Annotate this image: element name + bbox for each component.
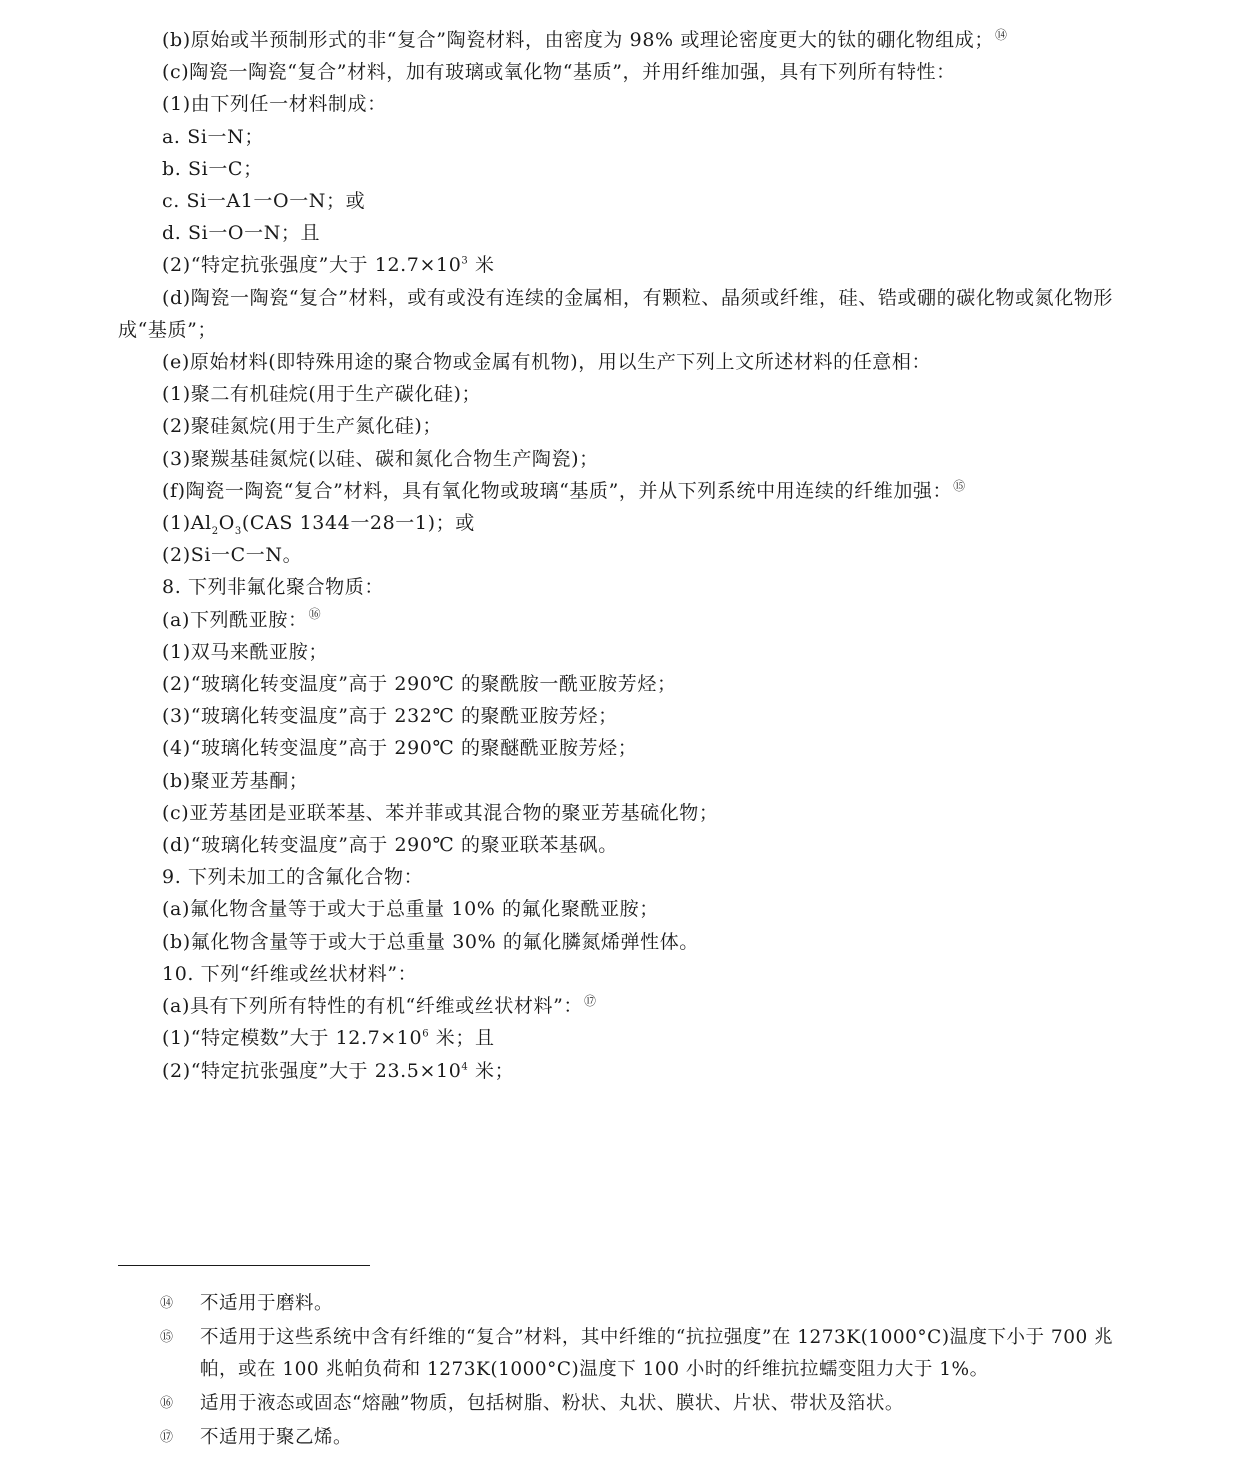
text-line (118, 24, 1130, 56)
text-line: (c)陶瓷一陶瓷“复合”材料，加有玻璃或氧化物“基质”，并用纤维加强，具有下列所有特性： (162, 61, 956, 84)
text-line (118, 990, 1130, 1022)
footnote-mark: ⑯ (160, 1396, 174, 1411)
text-line (118, 1022, 1130, 1054)
footnote-text: 适用于液态或固态“熔融”物质，包括树脂、粉状、丸状、膜状、片状、带状及箔状。 (200, 1393, 904, 1414)
footnote-ref-17[interactable]: ⑰ (583, 993, 597, 1008)
footnote-mark: ⑰ (160, 1430, 174, 1445)
line-text: (2)“特定抗张强度”大于 12.7×10 (162, 254, 462, 277)
footnote-text: 不适用于聚乙烯。 (200, 1427, 353, 1448)
footnote-mark: ⑮ (160, 1330, 174, 1345)
text-line: (a)氟化物含量等于或大于总重量 10% 的氟化聚酰亚胺； (162, 898, 659, 921)
text-line: (b)聚亚芳基酮； (162, 769, 309, 792)
text-line: (1)由下列任一材料制成： (162, 93, 387, 116)
text-line: b. Si一C； (162, 157, 263, 180)
subscript: 3 (234, 525, 242, 537)
footnote-ref-16[interactable]: ⑯ (308, 607, 322, 622)
text-line (118, 604, 1130, 636)
text-line: (b)氟化物含量等于或大于总重量 30% 的氟化膦氮烯弹性体。 (162, 930, 699, 953)
section-heading: 8. 下列非氟化聚合物质： (162, 576, 384, 599)
text-line (118, 475, 1130, 507)
main-text (118, 24, 1130, 1087)
line-text: 米 (468, 254, 495, 277)
text-line: (2)Si一C一N。 (162, 544, 303, 567)
text-line (118, 1055, 1130, 1087)
footnote-14 (160, 1288, 1135, 1320)
footnote-ref-15[interactable]: ⑮ (953, 478, 966, 493)
superscript: 3 (461, 256, 469, 268)
superscript: 6 (422, 1028, 430, 1040)
footnote-15 (160, 1322, 1135, 1386)
line-text: (f)陶瓷一陶瓷“复合”材料，具有氧化物或玻璃“基质”，并从下列系统中用连续的纤维加强： (162, 479, 953, 502)
text-line: (1)双马来酰亚胺； (162, 640, 328, 663)
text-line: a. Si一N； (162, 125, 264, 148)
footnote-text: 不适用于这些系统中含有纤维的“复合”材料，其中纤维的“抗拉强度”在 1273K(1000°C)温度下小于 700 兆帕，或在 100 兆帕负荷和 1273K(1000°C)温度下 100 小时的纤维抗拉蠕变阻力大于 1%。 (200, 1327, 1114, 1380)
line-text: (a)下列酰亚胺： (162, 608, 308, 631)
line-text: (a)具有下列所有特性的有机“纤维或丝状材料”： (162, 995, 583, 1018)
text-line: (2)“玻璃化转变温度”高于 290℃ 的聚酰胺一酰亚胺芳烃； (162, 673, 677, 696)
text-line: (1)聚二有机硅烷(用于生产碳化硅)； (162, 383, 482, 406)
footnote-divider (118, 1265, 370, 1266)
text-line (118, 507, 1130, 539)
text-line: (c)亚芳基团是亚联苯基、苯并菲或其混合物的聚亚芳基硫化物； (162, 801, 719, 824)
text-line (118, 249, 1130, 281)
line-text: (b)原始或半预制形式的非“复合”陶瓷材料，由密度为 98% 或理论密度更大的钛的硼化物组成； (162, 29, 994, 51)
line-text: (1)“特定模数”大于 12.7×10 (162, 1027, 423, 1050)
text-line: (3)聚羰基硅氮烷(以硅、碳和氮化合物生产陶瓷)； (162, 447, 599, 470)
section-heading: 10. 下列“纤维或丝状材料”： (162, 962, 418, 985)
footnote-17 (160, 1422, 1135, 1454)
line-text: (2)“特定抗张强度”大于 23.5×10 (162, 1059, 462, 1082)
text-line: (2)聚硅氮烷(用于生产氮化硅)； (162, 415, 442, 438)
text-line: (3)“玻璃化转变温度”高于 232℃ 的聚酰亚胺芳烃； (162, 705, 618, 728)
line-text: 米；且 (429, 1027, 495, 1050)
section-heading: 9. 下列未加工的含氟化合物： (162, 866, 424, 889)
text-paragraph: (d)陶瓷一陶瓷“复合”材料，或有或没有连续的金属相，有颗粒、晶须或纤维，硅、锆或硼的碳化物或氮化物形成“基质”； (118, 286, 1114, 341)
line-text: (1)Al (162, 512, 212, 535)
text-line: (e)原始材料(即特殊用途的聚合物或金属有机物)，用以生产下列上文所述材料的任意相： (162, 351, 932, 374)
line-text: 米； (468, 1059, 515, 1082)
superscript: 4 (461, 1061, 469, 1073)
footnotes (160, 1288, 1135, 1456)
text-line: (d)“玻璃化转变温度”高于 290℃ 的聚亚联苯基砜。 (162, 834, 618, 857)
footnote-16 (160, 1388, 1135, 1420)
subscript: 2 (211, 525, 219, 537)
text-line: c. Si一A1一O一N；或 (162, 190, 366, 213)
footnote-mark: ⑭ (160, 1296, 174, 1311)
text-line: (4)“玻璃化转变温度”高于 290℃ 的聚醚酰亚胺芳烃； (162, 737, 638, 760)
footnote-text: 不适用于磨料。 (200, 1293, 334, 1314)
line-text: (CAS 1344一28一1)；或 (241, 512, 475, 535)
line-text: O (218, 512, 235, 535)
text-line: d. Si一O一N；且 (162, 222, 321, 245)
footnote-ref-14[interactable]: ⑭ (994, 27, 1008, 42)
